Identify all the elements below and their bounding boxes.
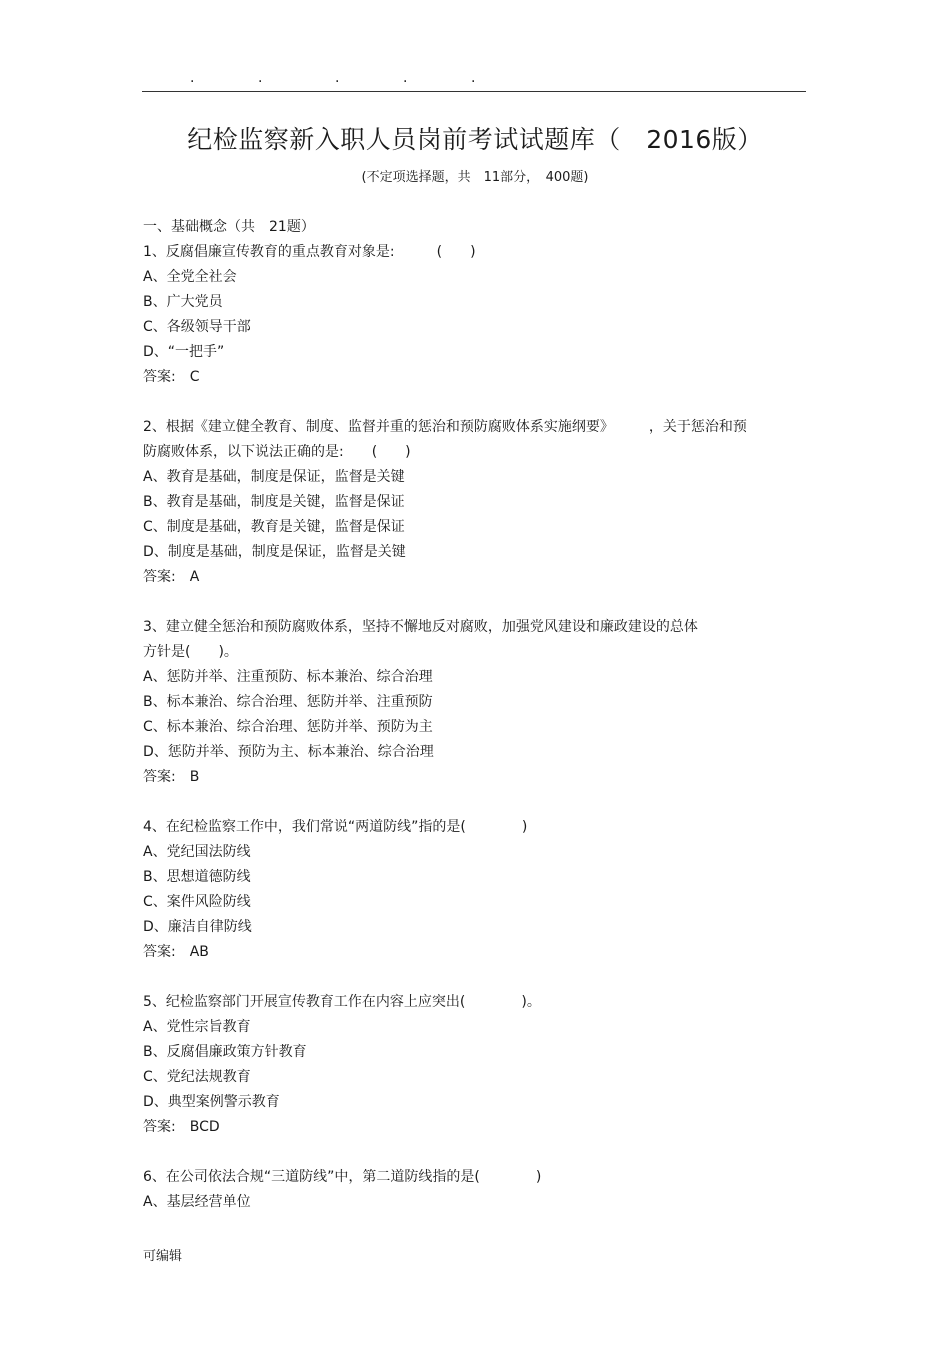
option-d: D、惩防并举、预防为主、标本兼治、综合治理	[143, 744, 434, 760]
header-dot: .	[258, 70, 263, 86]
answer: 答案: C	[143, 369, 200, 385]
header-dot: .	[471, 70, 476, 86]
option-c: C、案件风险防线	[143, 894, 251, 910]
question-stem: 1、反腐倡廉宣传教育的重点教育对象是: ( )	[143, 244, 476, 260]
question-stem: 防腐败体系，以下说法正确的是: ( )	[143, 444, 411, 460]
spacer	[143, 790, 807, 815]
option-a: A、党性宗旨教育	[143, 1019, 251, 1035]
option-a: A、基层经营单位	[143, 1194, 251, 1210]
header-dot: .	[190, 70, 195, 86]
header-dot: .	[335, 70, 340, 86]
header-rule	[142, 91, 806, 92]
option-c: C、标本兼治、综合治理、惩防并举、预防为主	[143, 719, 433, 735]
spacer	[143, 590, 807, 615]
question-stem: 3、建立健全惩治和预防腐败体系，坚持不懈地反对腐败，加强党风建设和廉政建设的总体	[143, 619, 698, 635]
option-b: B、教育是基础，制度是关键，监督是保证	[143, 494, 405, 510]
question-3	[143, 615, 807, 790]
answer: 答案: B	[143, 769, 200, 785]
option-b: B、广大党员	[143, 294, 223, 310]
question-stem: 方针是( )。	[143, 644, 238, 660]
question-stem: 6、在公司依法合规“三道防线”中，第二道防线指的是( )	[143, 1169, 542, 1185]
answer: 答案: BCD	[143, 1119, 220, 1135]
option-a: A、全党全社会	[143, 269, 237, 285]
question-2	[143, 415, 807, 590]
option-d: D、制度是基础，制度是保证，监督是关键	[143, 544, 406, 560]
option-b: B、标本兼治、综合治理、惩防并举、注重预防	[143, 694, 433, 710]
option-b: B、反腐倡廉政策方针教育	[143, 1044, 307, 1060]
answer: 答案: A	[143, 569, 200, 585]
spacer	[143, 1140, 807, 1165]
spacer	[143, 390, 807, 415]
question-4	[143, 815, 807, 965]
question-stem: 4、在纪检监察工作中，我们常说“两道防线”指的是( )	[143, 819, 528, 835]
option-d: D、典型案例警示教育	[143, 1094, 280, 1110]
option-b: B、思想道德防线	[143, 869, 251, 885]
document-subtitle: (不定项选择题，共 11部分， 400题)	[361, 170, 589, 185]
section-heading: 一、基础概念（共 21题）	[143, 219, 315, 235]
option-c: C、党纪法规教育	[143, 1069, 251, 1085]
option-a: A、教育是基础，制度是保证，监督是关键	[143, 469, 405, 485]
option-a: A、惩防并举、注重预防、标本兼治、综合治理	[143, 669, 433, 685]
option-a: A、党纪国法防线	[143, 844, 251, 860]
footer-label: 可编辑	[143, 1249, 183, 1264]
question-1	[143, 240, 807, 390]
question-5	[143, 990, 807, 1140]
option-d: D、“一把手”	[143, 344, 225, 360]
question-stem: 2、根据《建立健全教育、制度、监督并重的惩治和预防腐败体系实施纲要》 ，关于惩治和预	[143, 419, 747, 435]
option-c: C、制度是基础，教育是关键，监督是保证	[143, 519, 405, 535]
header-dots	[142, 68, 806, 88]
option-c: C、各级领导干部	[143, 319, 251, 335]
spacer	[143, 965, 807, 990]
question-stem: 5、纪检监察部门开展宣传教育工作在内容上应突出( )。	[143, 994, 541, 1010]
answer: 答案: AB	[143, 944, 209, 960]
header-dot: .	[403, 70, 408, 86]
document-title: 纪检监察新入职人员岗前考试试题库（ 2016版）	[187, 125, 763, 154]
option-d: D、廉洁自律防线	[143, 919, 252, 935]
document-body	[143, 215, 807, 1215]
question-6	[143, 1165, 807, 1215]
